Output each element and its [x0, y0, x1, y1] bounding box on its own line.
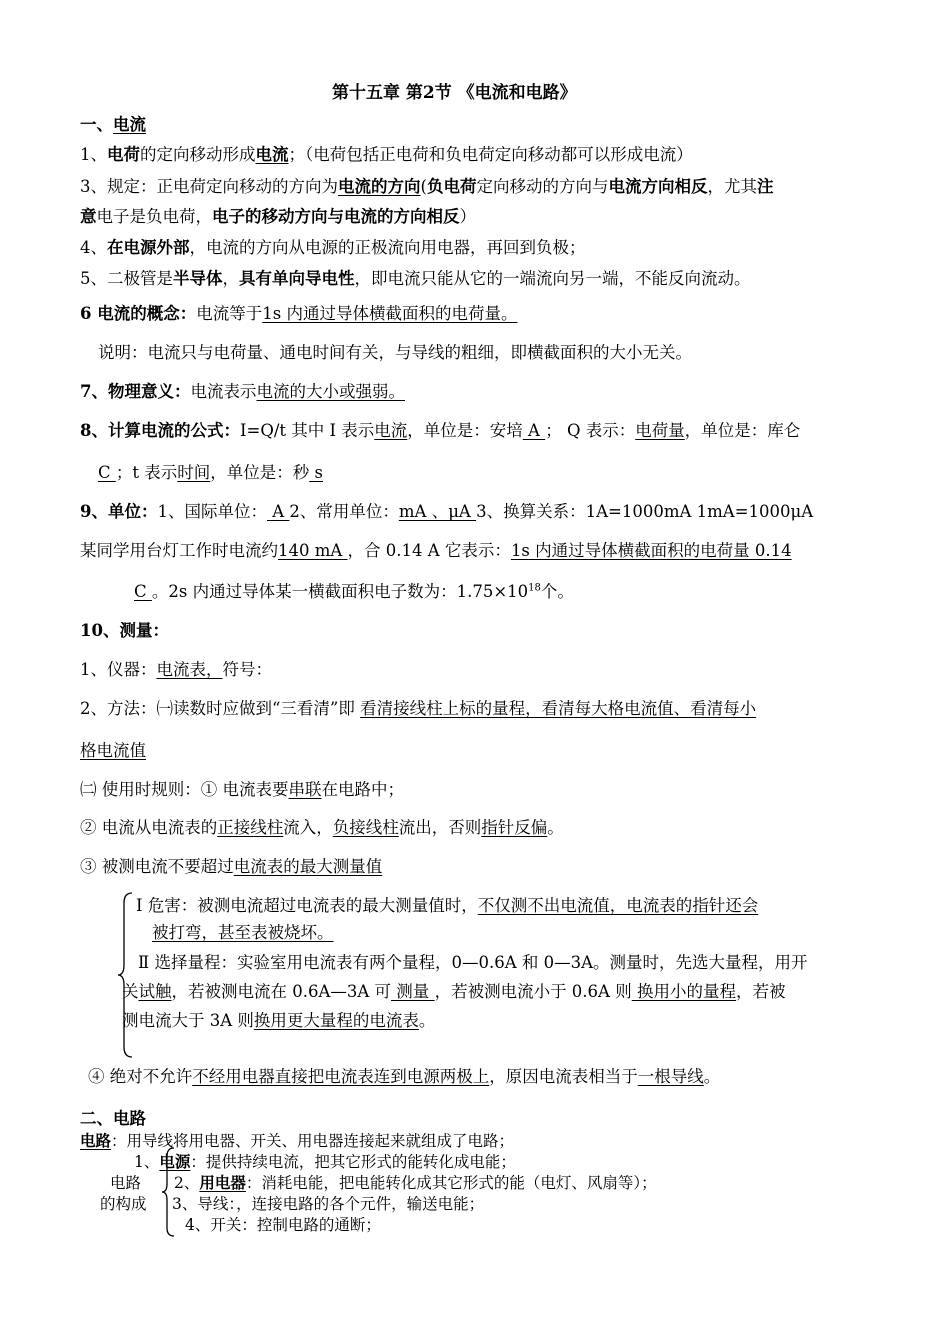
para-6-note: 说明：电流只与电荷量、通电时间有关，与导线的粗细，即横截面积的大小无关。: [98, 343, 692, 362]
circuit-part-2-item: 2、用电器：消耗电能，把电能转化成其它形式的能（电灯、风扇等）；: [174, 1173, 657, 1192]
range-line: Ⅱ 选择量程：实验室用电流表有两个量程，0—0.6A 和 0—3A。测量时，先选大量程，用开: [138, 953, 808, 972]
para-1: 1、电荷的定向移动形成电流；（电荷包括正电荷和负电荷定向移动都可以形成电流）: [80, 145, 693, 164]
para-9: 9、单位：1、国际单位： A 2、常用单位：mA 、μA 3、换算关系：1A=1000mA 1mA=1000μA: [80, 502, 814, 521]
circuit-part-4: 4、开关：控制电路的通断；: [185, 1216, 381, 1234]
rule-3: ③ 被测电流不要超过电流表的最大测量值: [80, 857, 383, 876]
para-7: 7、物理意义：电流表示电流的大小或强弱。: [80, 382, 405, 401]
harm-line: Ⅰ 危害：被测电流超过电流表的最大测量值时，不仅测不出电流值，电流表的指针还会: [136, 896, 759, 915]
circuit-part-3: 的构成: [100, 1195, 147, 1213]
para-6: 6 电流的概念：电流等于1s 内通过导体横截面积的电荷量。: [80, 304, 518, 323]
page-title: 第十五章 第2节 《电流和电路》: [332, 83, 577, 103]
measure-instrument: 1、仪器：电流表，符号：: [80, 660, 272, 679]
rule-4: ④ 绝对不允许不经用电器直接把电流表连到电源两极上，原因电流表相当于一根导线。: [88, 1067, 721, 1086]
para-9-example: 某同学用台灯工作时电流约140 mA ，合 0.14 A 它表示：1s 内通过导体横截面积的电荷量 0.14: [80, 541, 792, 560]
range-line-cont-2: 测电流大于 3A 则换用更大量程的电流表。: [122, 1011, 436, 1030]
measure-method: 2、方法：㈠读数时应做到“三看清”即 看清接线柱上标的量程，看清每大格电流值、看清每小: [80, 699, 757, 718]
circuit-def: 电路：用导线将用电器、开关、用电器连接起来就组成了电路；: [80, 1131, 515, 1150]
harm-line-cont: 被打弯，甚至表被烧坏。: [152, 923, 334, 942]
circuit-part-3-item: 3、导线：，连接电路的各个元件，输送电能；: [172, 1195, 485, 1213]
rule-1: ㈡ 使用时规则：① 电流表要串联在电路中；: [80, 780, 404, 799]
para-8: 8、计算电流的公式：I=Q/t 其中 I 表示电流，单位是：安培 A ； Q 表示：电荷量，单位是：库仑: [80, 421, 801, 440]
para-10-heading: 10、测量：: [80, 621, 169, 640]
para-9-cont: C 。2s 内通过导体某一横截面积电子数为：$1.75\times 10^{18}$个。: [134, 582, 574, 601]
left-brace: [116, 891, 136, 1059]
section-heading-circuit: 二、电路: [80, 1109, 146, 1128]
para-4: 4、在电源外部，电流的方向从电源的正极流向用电器，再回到负极；: [80, 238, 586, 257]
rule-2: ② 电流从电流表的正接线柱流入，负接线柱流出，否则指针反偏。: [80, 818, 564, 837]
para-5: 5、二极管是半导体，具有单向导电性，即电流只能从它的一端流向另一端，不能反向流动。: [80, 269, 751, 288]
para-8-cont: C ；t 表示时间，单位是：秒 s: [98, 463, 323, 482]
section-heading-current: 一、电流: [80, 115, 146, 134]
circuit-part-1: 1、电源：提供持续电流，把其它形式的能转化成电能；: [134, 1152, 516, 1171]
para-3: 3、规定：正电荷定向移动的方向为电流的方向(负电荷定向移动的方向与电流方向相反，尤其注: [80, 177, 774, 196]
measure-method-cont: 格电流值: [80, 741, 146, 760]
circuit-part-2: 电路: [110, 1174, 142, 1192]
range-line-cont: 关试触，若被测电流在 0.6A—3A 可 测量 ，若被测电流小于 0.6A 则 换用小的量程，若被: [122, 982, 786, 1001]
para-3-cont: 意电子是负电荷，电子的移动方向与电流的方向相反）: [80, 207, 476, 226]
